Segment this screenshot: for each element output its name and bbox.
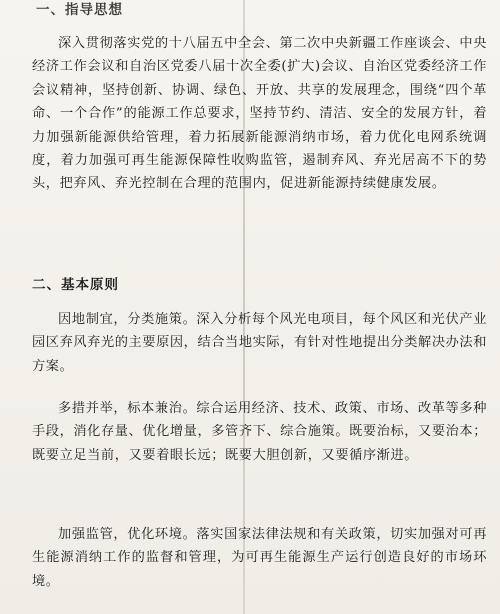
paragraph-text: 因地制宜，分类施策。深入分析每个风光电项目，每个风区和光伏产业园区弃风弃光的主要原因，结合当地实际，有针对性地提出分类解决办法和方案。	[32, 312, 487, 374]
section-heading-basic-principles: 二、基本原则	[32, 277, 119, 293]
paragraph-text: 多措并举，标本兼治。综合运用经济、技术、政策、市场、改革等多种手段，消化存量、优化增量，多管齐下、综合施策。既要治标，又要治本；既要立足当前，又要着眼长远；既要大胆创新，又要循序渐进。	[32, 401, 487, 463]
section-heading-guiding-ideology: 一、指导思想	[36, 2, 123, 18]
paragraph-text: 深入贯彻落实党的十八届五中全会、第二次中央新疆工作座谈会、中央经济工作会议和自治区党委八届十次全委(扩大)会议、自治区党委经济工作会议精神，坚持创新、协调、绿色、开放、共享的发展理念，围绕“四个革命、一个合作”的能源工作总要求，坚持节约、清洁、安全的发展方针，着力加强新能源供给管理，着力拓展新能源消纳市场，着力优化电网系统调度，着力加强可再生能源保障性收购监管，遏制弃风、弃光居高不下的势头，把弃风、弃光控制在合理的范围内，促进新能源持续健康发展。	[32, 36, 487, 192]
paragraph-principle-2	[32, 397, 487, 467]
paragraph-principle-3	[32, 523, 487, 593]
paragraph-principle-1	[32, 308, 487, 378]
paragraph-text: 加强监管，优化环境。落实国家法律法规和有关政策，切实加强对可再生能源消纳工作的监督和管理，为可再生能源生产运行创造良好的市场环境。	[32, 527, 487, 589]
paragraph-guiding-ideology	[32, 32, 487, 196]
